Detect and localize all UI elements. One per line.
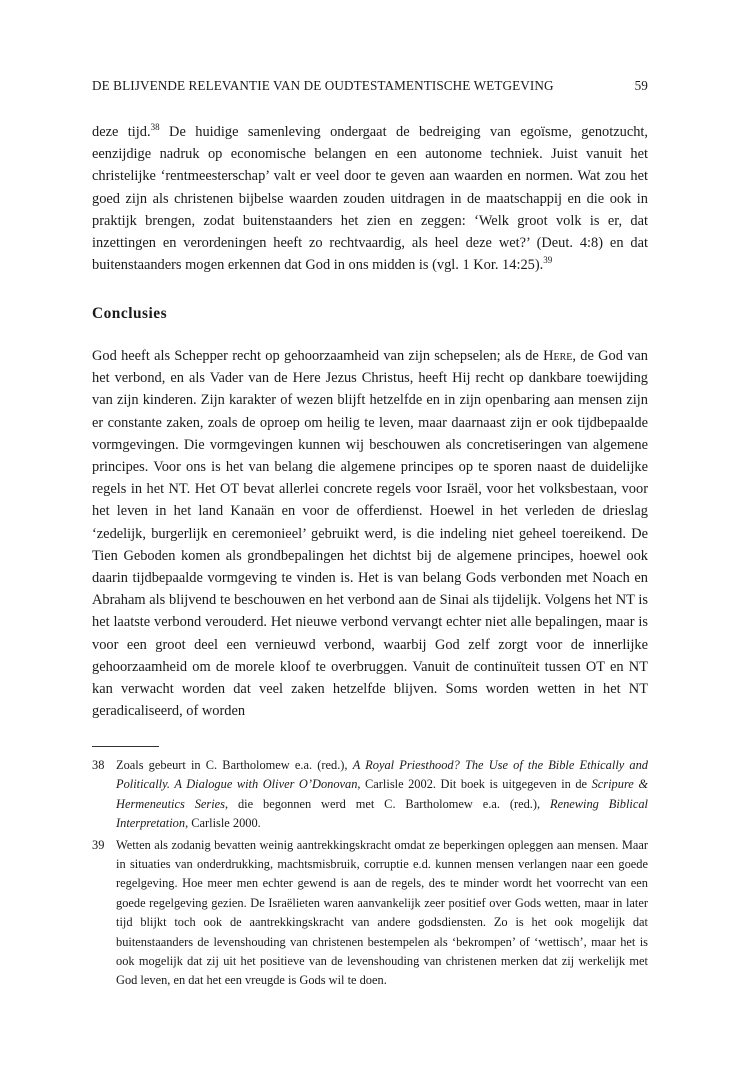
- footnote-text: [116, 756, 648, 834]
- intro-text-body: De huidige samenleving ondergaat de bedreiging van egoïsme, genotzucht, eenzijdige nadruk op economische belangen en een autonome techniek. Juist vanuit het christelijke ‘rentmeesterschap’ valt er veel door te geven aan waarden en normen. Wat zou het goed zijn als christenen bijbelse waarden zouden uitdragen in de maatschappij en die ook in praktijk brengen, zodat buitenstaanders het zien en zeggen: ‘Welk groot volk is er, dat inzettingen en verordeningen heeft zo rechtvaardig, als heel deze wet?’ (Deut. 4:8) en dat buitenstaanders mogen erkennen dat God in ons midden is (vgl. 1 Kor. 14:25).: [92, 124, 649, 274]
- page-number: 59: [634, 78, 648, 93]
- footnote-text-part: Zoals gebeurt in C. Bartholomew e.a. (red.),: [116, 758, 353, 772]
- footnote-ref-38[interactable]: 38: [150, 122, 160, 133]
- footnote-rule: [92, 746, 159, 747]
- book-title-italic: A Royal Priesthood? The Use of the Bible Ethically and Politically. A Dialogue with Oliver O’Donovan,: [116, 758, 648, 792]
- conclusions-paragraph: [92, 345, 648, 722]
- running-title: DE BLIJVENDE RELEVANTIE VAN DE OUDTESTAMENTISCHE WETGEVING: [92, 78, 554, 93]
- intro-text-start: deze tijd.: [92, 124, 151, 140]
- footnote-text-part: , die begonnen werd met C. Bartholomew e.a. (red.),: [224, 796, 551, 811]
- series-title-italic: Scripure & Hermeneutics Series: [116, 777, 648, 811]
- footnote-text-part: , Carlisle 2000.: [185, 816, 261, 831]
- footnote-number: 38: [92, 758, 105, 772]
- section-heading: Conclusies: [92, 305, 168, 322]
- footnotes: [92, 756, 648, 993]
- footnote-39: [92, 836, 648, 991]
- divine-name-smallcaps: Here: [543, 348, 573, 364]
- conclusions-text-start: God heeft als Schepper recht op gehoorzaamheid van zijn schepselen; als de: [92, 348, 544, 364]
- footnote-ref-39[interactable]: 39: [543, 255, 553, 266]
- book-title-italic: Renewing Biblical Interpretation: [116, 796, 648, 831]
- footnote-text-part: Carlisle 2002. Dit boek is uitgegeven in de: [360, 777, 592, 792]
- intro-paragraph: [92, 121, 648, 276]
- footnote-38: [92, 756, 648, 834]
- footnote-number: 39: [92, 837, 105, 852]
- conclusions-text-body: , de God van het verbond, en als Vader van de Here Jezus Christus, heeft Hij recht op dankbare toewijding van zijn kinderen. Zijn karakter of wezen blijft hetzelfde en in zijn openbaring aan mensen zijn er constante zaken, zoals de oproep om heilig te leven, maar daarnaast zijn er ook tijdbepaalde vormgevingen. Die vormgevingen kunnen wij beschouwen als concretiseringen van algemene principes. Voor ons is het van belang die algemene principes op te sporen naast de duidelijke regels in het NT. Het OT bevat allerlei concrete regels voor Israël, voor het volksbestaan, voor het leven in het land Kanaän en voor de offerdienst. Hoewel in het verleden de drieslag ‘zedelijk, burgerlijk en ceremonieel’ gebruikt werd, is die indeling niet geheel toereikend. De Tien Geboden komen als grondbepalingen het dichtst bij de algemene principes, hoewel ook daarin tijdbepaalde vormgeving te vinden is. Het is van belang Gods verbonden met Noach en Abraham als blijvend te beschouwen en het verbond aan de Sinai als tijdelijk. Volgens het NT is het laatste verbond verouderd. Het nieuwe verbond vervangt echter niet alle bepalingen, maar is voor een groot deel een vernieuwd verbond, waarbij God zelf zorgt voor de innerlijke gehoorzaamheid om de morele kloof te overbruggen. Vanuit de continuïteit tussen OT en NT kan verwacht worden dat veel zaken hetzelfde blijven. Soms worden wetten in het NT geradicaliseerd, of worden: [92, 348, 648, 720]
- running-header: [92, 78, 648, 94]
- footnote-text: Wetten als zodanig bevatten weinig aantrekkingskracht omdat ze beperkingen opleggen aan mensen. Maar in situaties van onderdrukking, machtsmisbruik, corruptie e.d. kunnen mensen verlangen naar een goede regelgeving. Hoe meer men echter gewend is aan de regels, des te minder wordt het voorrecht van een goede regelgeving gezien. De Israëlieten waren aanvankelijk zeer positief over Gods wetten, maar in later tijd blijkt toch ook de aantrekkingskracht van andere godsdiensten. Zo is het ook mogelijk dat buitenstaanders de levenshouding van christenen bestempelen als ‘bekrompen’ of ‘wettisch’, maar het is ook mogelijk dat zij uit het positieve van de levenshouding van christenen merken dat zij werkelijk met God leven, en dat het een vreugde is Gods wil te doen.: [116, 837, 648, 988]
